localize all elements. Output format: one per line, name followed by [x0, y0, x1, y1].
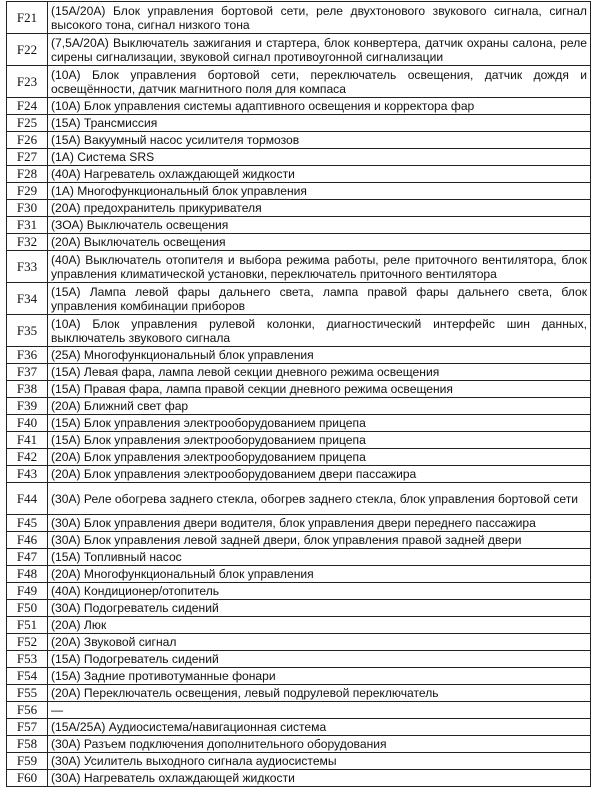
fuse-description: (20А) предохранитель прикуривателя [48, 200, 591, 217]
table-row [7, 466, 591, 483]
fuse-description: (30А) Блок управления левой задней двери, блок управления правой задней двери [48, 532, 591, 549]
table-row [7, 398, 591, 415]
fuse-code: F37 [7, 364, 48, 381]
table-row [7, 98, 591, 115]
table-row [7, 617, 591, 634]
fuse-code: F33 [7, 251, 48, 283]
fuse-code: F55 [7, 685, 48, 702]
fuse-code: F41 [7, 432, 48, 449]
table-row [7, 532, 591, 549]
fuse-description: (10А) Блок управления рулевой колонки, диагностический интерфейс шин данных, выключатель звукового сигнала [48, 315, 591, 347]
fuse-code: F36 [7, 347, 48, 364]
fuse-code: F22 [7, 34, 48, 66]
table-row [7, 66, 591, 98]
fuse-description: (20А) Многофункциональный блок управления [48, 566, 591, 583]
table-row [7, 34, 591, 66]
fuse-code: F51 [7, 617, 48, 634]
fuse-description: (ЗОА) Выключатель освещения [48, 217, 591, 234]
fuse-code: F35 [7, 315, 48, 347]
table-row [7, 566, 591, 583]
fuse-code: F24 [7, 98, 48, 115]
fuse-code: F54 [7, 668, 48, 685]
fuse-code: F43 [7, 466, 48, 483]
fuse-description: (30А) Реле обогрева заднего стекла, обогрев заднего стекла, блок управления бортовой сети [48, 483, 591, 515]
fuse-code: F38 [7, 381, 48, 398]
fuse-description: (15А/20А) Блок управления бортовой сети, реле двухтонового звукового сигнала, сигнал высокого тона, сигнал низкого тона [48, 2, 591, 34]
fuse-table-body [7, 2, 591, 787]
table-row [7, 753, 591, 770]
fuse-description: (30А) Блок управления двери водителя, блок управления двери переднего пассажира [48, 515, 591, 532]
fuse-code: F23 [7, 66, 48, 98]
fuse-description: (40А) Кондиционер/отопитель [48, 583, 591, 600]
fuse-description: (20А) Ближний свет фар [48, 398, 591, 415]
fuse-description: (20А) Выключатель освещения [48, 234, 591, 251]
table-row [7, 432, 591, 449]
fuse-description: (10А) Блок управления бортовой сети, переключатель освещения, датчик дождя и освещённости, датчик магнитного поля для компаса [48, 66, 591, 98]
fuse-description: (30А) Подогреватель сидений [48, 600, 591, 617]
fuse-description: (20А) Звуковой сигнал [48, 634, 591, 651]
fuse-description: (15А) Подогреватель сидений [48, 651, 591, 668]
fuse-code: F56 [7, 702, 48, 719]
table-row [7, 364, 591, 381]
table-row [7, 685, 591, 702]
fuse-code: F28 [7, 166, 48, 183]
table-row [7, 234, 591, 251]
fuse-code: F34 [7, 283, 48, 315]
table-row [7, 583, 591, 600]
fuse-table-document [6, 1, 591, 787]
fuse-code: F50 [7, 600, 48, 617]
table-row [7, 634, 591, 651]
table-row [7, 315, 591, 347]
fuse-description: (20А) Блок управления электрооборудованием двери пассажира [48, 466, 591, 483]
fuse-code: F53 [7, 651, 48, 668]
fuse-code: F45 [7, 515, 48, 532]
table-row [7, 651, 591, 668]
fuse-description: (20А) Люк [48, 617, 591, 634]
fuse-description: (40А) Выключатель отопителя и выбора режима работы, реле приточного вентилятора, блок управления климатической установки, переключатель приточного вентилятора [48, 251, 591, 283]
fuse-description: (15А) Вакуумный насос усилителя тормозов [48, 132, 591, 149]
fuse-description: (10А) Блок управления системы адаптивного освещения и корректора фар [48, 98, 591, 115]
fuse-code: F31 [7, 217, 48, 234]
table-row [7, 115, 591, 132]
fuse-code: F25 [7, 115, 48, 132]
table-row [7, 702, 591, 719]
fuse-code: F52 [7, 634, 48, 651]
table-row [7, 149, 591, 166]
fuse-code: F42 [7, 449, 48, 466]
table-row [7, 515, 591, 532]
fuse-description: (30А) Усилитель выходного сигнала аудиосистемы [48, 753, 591, 770]
fuse-code: F39 [7, 398, 48, 415]
fuse-description: (40А) Нагреватель охлаждающей жидкости [48, 166, 591, 183]
fuse-table [6, 1, 591, 787]
fuse-description: (15А) Трансмиссия [48, 115, 591, 132]
fuse-description: (30А) Разъем подключения дополнительного оборудования [48, 736, 591, 753]
fuse-description: (25А) Многофункциональный блок управления [48, 347, 591, 364]
fuse-description: (15А/25А) Аудиосистема/навигационная система [48, 719, 591, 736]
table-row [7, 549, 591, 566]
fuse-code: F46 [7, 532, 48, 549]
table-row [7, 668, 591, 685]
fuse-code: F59 [7, 753, 48, 770]
fuse-description: (15А) Задние противотуманные фонари [48, 668, 591, 685]
fuse-code: F57 [7, 719, 48, 736]
fuse-code: F26 [7, 132, 48, 149]
table-row [7, 600, 591, 617]
table-row [7, 283, 591, 315]
table-row [7, 217, 591, 234]
fuse-code: F44 [7, 483, 48, 515]
fuse-code: F49 [7, 583, 48, 600]
fuse-description: (15А) Топливный насос [48, 549, 591, 566]
table-row [7, 166, 591, 183]
fuse-code: F58 [7, 736, 48, 753]
table-row [7, 770, 591, 787]
table-row [7, 381, 591, 398]
fuse-description: (20А) Блок управления электрооборудованием прицепа [48, 449, 591, 466]
table-row [7, 183, 591, 200]
table-row [7, 132, 591, 149]
fuse-code: F30 [7, 200, 48, 217]
table-row [7, 2, 591, 34]
fuse-description: (15А) Блок управления электрооборудованием прицепа [48, 432, 591, 449]
fuse-description: (1А) Многофункциональный блок управления [48, 183, 591, 200]
fuse-description: (15А) Правая фара, лампа правой секции дневного режима освещения [48, 381, 591, 398]
table-row [7, 251, 591, 283]
table-row [7, 449, 591, 466]
fuse-code: F27 [7, 149, 48, 166]
fuse-description: (15А) Блок управления электрооборудованием прицепа [48, 415, 591, 432]
fuse-description: (30А) Нагреватель охлаждающей жидкости [48, 770, 591, 787]
fuse-code: F21 [7, 2, 48, 34]
fuse-code: F60 [7, 770, 48, 787]
table-row [7, 200, 591, 217]
fuse-code: F29 [7, 183, 48, 200]
table-row [7, 719, 591, 736]
table-row [7, 347, 591, 364]
table-row [7, 483, 591, 515]
fuse-description: (15А) Левая фара, лампа левой секции дневного режима освещения [48, 364, 591, 381]
fuse-description: — [48, 702, 591, 719]
fuse-description: (7,5А/20А) Выключатель зажигания и стартера, блок конвертера, датчик охраны салона, реле сирены сигнализации, звуковой сигнал противоугонной сигнализации [48, 34, 591, 66]
fuse-code: F48 [7, 566, 48, 583]
table-row [7, 736, 591, 753]
fuse-description: (15А) Лампа левой фары дальнего света, лампа правой фары дальнего света, блок управления комбинации приборов [48, 283, 591, 315]
fuse-description: (20А) Переключатель освещения, левый подрулевой переключатель [48, 685, 591, 702]
fuse-code: F40 [7, 415, 48, 432]
fuse-description: (1А) Система SRS [48, 149, 591, 166]
fuse-code: F32 [7, 234, 48, 251]
fuse-code: F47 [7, 549, 48, 566]
table-row [7, 415, 591, 432]
